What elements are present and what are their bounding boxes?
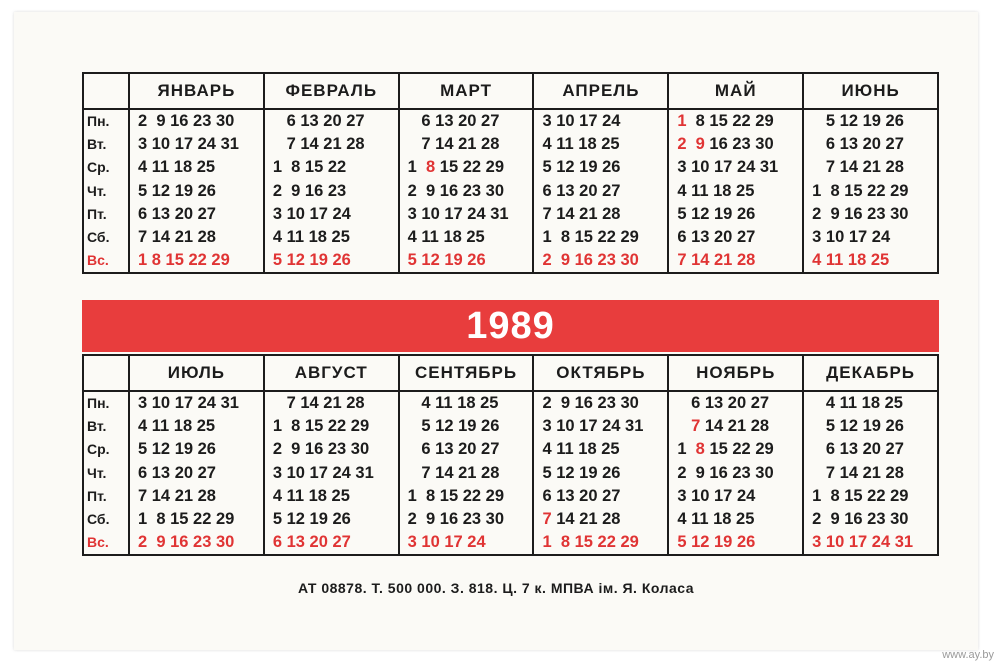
- weekday-label: Вт.: [87, 418, 107, 435]
- pocket-calendar-card: [14, 12, 978, 650]
- week-row: 6 13 20 27: [272, 533, 351, 552]
- week-row: 2 9 16 23 30: [138, 112, 235, 130]
- month-days: [668, 109, 803, 273]
- week-row: 2 9 16 23 30: [542, 394, 639, 412]
- month-days: [668, 391, 803, 555]
- week-row: 3 10 17 24 31: [677, 158, 779, 177]
- month-name: ИЮНЬ: [803, 73, 938, 109]
- holiday-date: 2 9: [677, 135, 705, 154]
- week-row: 7 14 21 28: [272, 394, 365, 412]
- week-row: 7 14 21 28: [272, 135, 365, 154]
- week-row: 4 11 18 25: [542, 440, 620, 459]
- week-row: 1 8 15 22 29: [407, 486, 504, 505]
- month-name: ИЮЛЬ: [129, 355, 264, 391]
- week-row: 3 10 17 24: [812, 227, 891, 246]
- print-imprint: АТ 08878. Т. 500 000. З. 818. Ц. 7 к. МПВА ім. Я. Коласа: [297, 580, 695, 596]
- week-row: 5 12 19 26: [407, 251, 486, 270]
- holiday-date: 7: [691, 417, 701, 436]
- weekday-label: Пт.: [87, 205, 107, 222]
- week-row: 1 8 15 22 29: [272, 417, 370, 436]
- week-row: 6 13 20 27: [677, 227, 756, 246]
- week-row: 2 9 16 23 30: [407, 181, 504, 200]
- month-days: [399, 391, 534, 555]
- month-name: МАЙ: [668, 73, 803, 109]
- week-row: 1 8 15 22: [272, 158, 347, 177]
- week-row: 4 11 18 25: [812, 394, 903, 412]
- week-row: 2 9 16 23 30: [407, 509, 504, 528]
- week-row: 4 11 18 25: [542, 135, 620, 154]
- weekday-label: Вт.: [87, 136, 107, 153]
- month-name: АВГУСТ: [264, 355, 399, 391]
- week-row: 3 10 17 24: [272, 204, 351, 223]
- week-row: 1 8 15 22 29: [812, 181, 909, 200]
- week-row: 7 14 21 28: [407, 463, 500, 482]
- header-corner: [83, 355, 129, 391]
- week-row: 2 9 16 23 30: [542, 251, 639, 270]
- month-name: АПРЕЛЬ: [533, 73, 668, 109]
- weekday-column: [83, 109, 129, 273]
- week-row: 4 11 18 25: [272, 227, 350, 246]
- week-row: 1 8 15 22 29: [542, 227, 639, 246]
- month-name: ЯНВАРЬ: [129, 73, 264, 109]
- week-row: 5 12 19 26: [542, 158, 621, 177]
- week-row: 1 8 15 22 29: [407, 158, 505, 177]
- week-row: 3 10 17 24: [542, 112, 621, 130]
- week-row: 6 13 20 27: [138, 463, 216, 482]
- week-row: 3 10 17 24 31: [542, 417, 644, 436]
- month-days: [533, 109, 668, 273]
- week-row: 2 9 16 23 30: [812, 204, 909, 223]
- weekday-label: Сб.: [87, 510, 110, 527]
- week-row: 4 11 18 25: [407, 394, 499, 412]
- week-row: 4 11 18 25: [677, 181, 755, 200]
- week-row: 6 13 20 27: [542, 181, 621, 200]
- year-banner: 1989: [82, 300, 939, 352]
- week-row: 3 10 17 24 31: [138, 394, 239, 412]
- week-row: 7 14 21 28: [138, 486, 216, 505]
- week-row: 4 11 18 25: [812, 251, 890, 270]
- week-row: 5 12 19 26: [138, 181, 216, 200]
- holiday-date: 1: [677, 112, 687, 130]
- week-row: 7 14 21 28: [812, 158, 904, 177]
- month-name: МАРТ: [399, 73, 534, 109]
- week-row: 7 14 21 28: [407, 135, 500, 154]
- week-row: 2 9 16 23 30: [677, 463, 774, 482]
- week-row: 7 14 21 28: [542, 204, 621, 223]
- weekday-label: Пн.: [87, 113, 110, 129]
- holiday-date: 8: [695, 440, 705, 459]
- week-row: 4 11 18 25: [677, 509, 755, 528]
- week-row: 2 9 16 23 30: [677, 135, 774, 154]
- week-row: 6 13 20 27: [407, 440, 500, 459]
- week-row: 1 8 15 22 29: [138, 251, 230, 270]
- week-row: 6 13 20 27: [542, 486, 621, 505]
- week-row: 5 12 19 26: [812, 417, 904, 436]
- week-row: 4 11 18 25: [138, 417, 216, 436]
- week-row: 3 10 17 24: [407, 533, 486, 552]
- month-name: СЕНТЯБРЬ: [399, 355, 534, 391]
- week-row: 2 9 16 23 30: [812, 509, 909, 528]
- week-row: 6 13 20 27: [812, 135, 904, 154]
- week-row: 6 13 20 27: [272, 112, 365, 130]
- week-row: 4 11 18 25: [272, 486, 350, 505]
- week-row: 5 12 19 26: [272, 509, 351, 528]
- month-name: НОЯБРЬ: [668, 355, 803, 391]
- week-row: 7 14 21 28: [138, 227, 216, 246]
- weekday-label: Вс.: [87, 252, 109, 269]
- week-row: 5 12 19 26: [812, 112, 904, 130]
- month-days: [803, 391, 938, 555]
- week-row: 6 13 20 27: [407, 112, 500, 130]
- week-row: 1 8 15 22 29: [812, 486, 909, 505]
- week-row: 1 8 15 22 29: [677, 440, 774, 459]
- month-name: ОКТЯБРЬ: [533, 355, 668, 391]
- week-row: 5 12 19 26: [407, 417, 500, 436]
- weekday-column: [83, 391, 129, 555]
- week-row: 7 14 21 28: [812, 463, 904, 482]
- weekday-label: Чт.: [87, 464, 107, 481]
- week-row: 1 8 15 22 29: [542, 533, 639, 552]
- week-row: 6 13 20 27: [677, 394, 770, 412]
- week-row: 6 13 20 27: [812, 440, 904, 459]
- week-row: 7 14 21 28: [691, 417, 770, 436]
- header-corner: [83, 73, 129, 109]
- week-row: 3 10 17 24 31: [812, 533, 914, 552]
- week-row: 3 10 17 24 31: [272, 463, 374, 482]
- calendar-grid-second-half: [82, 354, 939, 556]
- week-row: 6 13 20 27: [138, 204, 216, 223]
- week-row: 3 10 17 24: [677, 486, 756, 505]
- month-days: [129, 109, 264, 273]
- month-days: [399, 109, 534, 273]
- week-row: 5 12 19 26: [677, 204, 756, 223]
- weekday-label: Ср.: [87, 159, 110, 176]
- week-row: 4 11 18 25: [138, 158, 216, 177]
- holiday-date: 7: [542, 509, 552, 528]
- weekday-label: Пн.: [87, 395, 110, 411]
- week-row: 3 10 17 24 31: [138, 135, 239, 154]
- week-row: 5 12 19 26: [272, 251, 351, 270]
- weekday-label: Чт.: [87, 182, 107, 199]
- weekday-label: Вс.: [87, 534, 109, 551]
- week-row: 1 8 15 22 29: [138, 509, 235, 528]
- week-row: 5 12 19 26: [542, 463, 621, 482]
- month-days: [803, 109, 938, 273]
- week-row: 2 9 16 23 30: [272, 440, 370, 459]
- month-days: [264, 391, 399, 555]
- week-row: 3 10 17 24 31: [407, 204, 509, 223]
- month-name: ФЕВРАЛЬ: [264, 73, 399, 109]
- holiday-date: 8: [426, 158, 436, 177]
- calendar-grid-first-half: [82, 72, 939, 274]
- week-row: 2 9 16 23: [272, 181, 347, 200]
- month-days: [129, 391, 264, 555]
- week-row: 4 11 18 25: [407, 227, 485, 246]
- month-name: ДЕКАБРЬ: [803, 355, 938, 391]
- weekday-label: Пт.: [87, 487, 107, 504]
- weekday-label: Ср.: [87, 441, 110, 458]
- week-row: 5 12 19 26: [677, 533, 756, 552]
- watermark: www.ay.by: [942, 649, 994, 661]
- month-days: [264, 109, 399, 273]
- week-row: 5 12 19 26: [138, 440, 216, 459]
- week-row: 7 14 21 28: [542, 509, 621, 528]
- month-days: [533, 391, 668, 555]
- weekday-label: Сб.: [87, 228, 110, 245]
- week-row: 2 9 16 23 30: [138, 533, 235, 552]
- week-row: 1 8 15 22 29: [677, 112, 774, 130]
- week-row: 7 14 21 28: [677, 251, 756, 270]
